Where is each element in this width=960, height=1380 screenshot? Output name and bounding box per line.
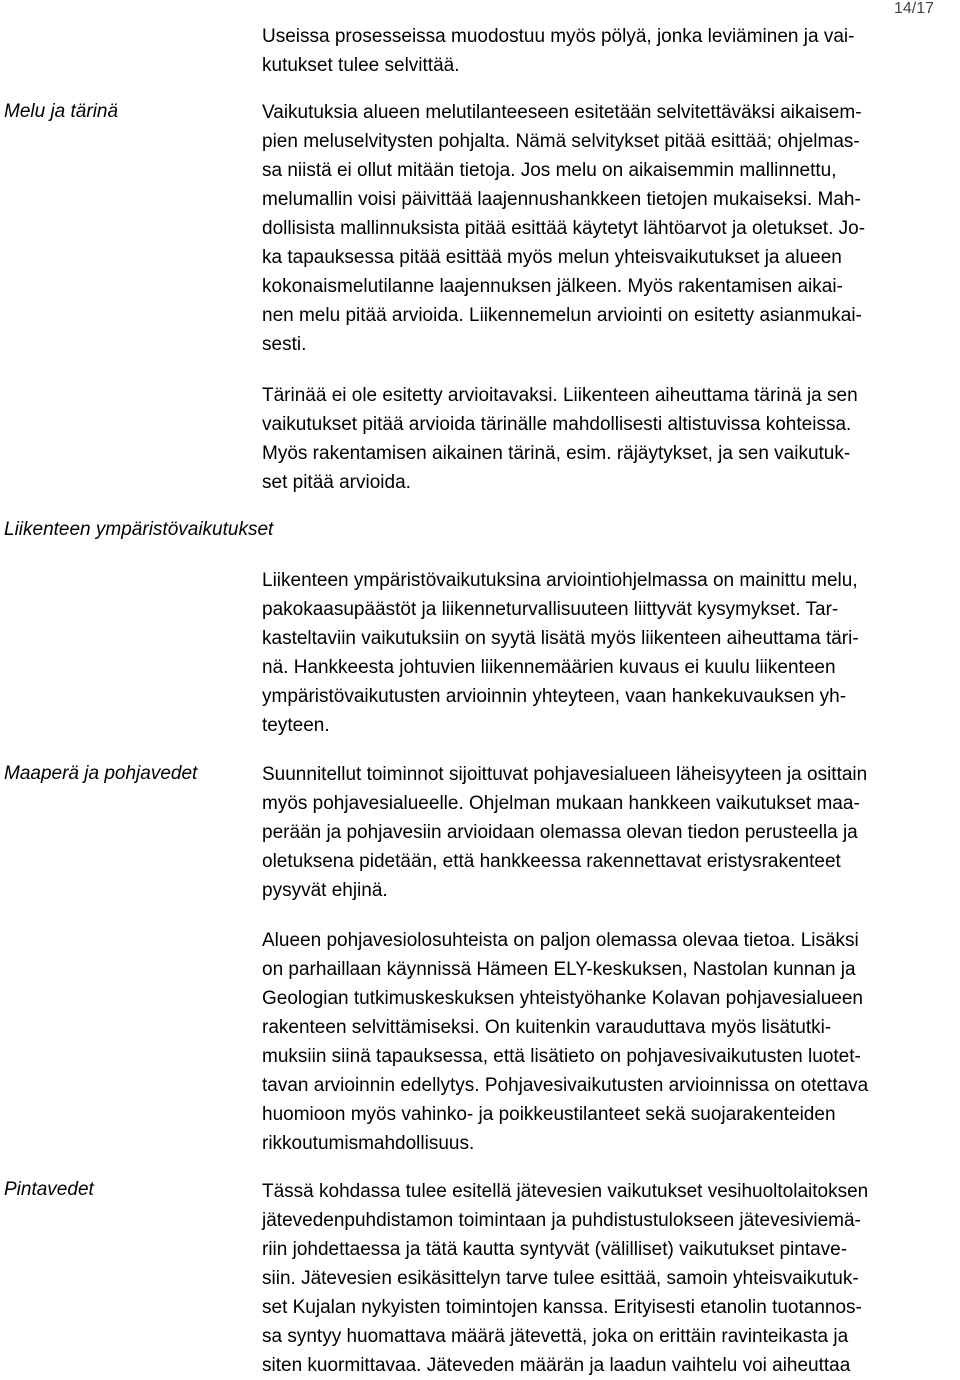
text-line: jätevedenpuhdistamon toimintaan ja puhdistustulokseen jätevesiviemä- xyxy=(262,1210,861,1231)
text-line: rakenteen selvittämiseksi. On kuitenkin varauduttava myös lisätutki- xyxy=(262,1017,832,1038)
heading-pintavedet: Pintavedet xyxy=(4,1179,94,1200)
paragraph-maapera xyxy=(262,760,960,905)
text-line: kasteltaviin vaikutuksiin on syytä lisätä myös liikenteen aiheuttama täri- xyxy=(262,628,859,649)
text-line: set pitää arvioida. xyxy=(262,472,411,493)
paragraph-pintavedet xyxy=(262,1177,960,1380)
text-line: siten kuormittavaa. Jäteveden määrän ja laadun vaihtelu voi aiheuttaa xyxy=(262,1355,851,1376)
paragraph-pohjavesi xyxy=(262,926,960,1158)
text-line: tavan arvioinnin edellytys. Pohjavesivaikutusten arvioinnissa on otettava xyxy=(262,1075,869,1096)
paragraph-melu xyxy=(262,98,960,359)
text-line: Vaikutuksia alueen melutilanteeseen esitetään selvitettäväksi aikaisem- xyxy=(262,102,862,123)
text-line: pakokaasupäästöt ja liikenneturvallisuuteen liittyvät kysymykset. Tar- xyxy=(262,599,839,620)
heading-liikenne: Liikenteen ympäristövaikutukset xyxy=(4,519,274,540)
text-line: Alueen pohjavesiolosuhteista on paljon olemassa olevaa tietoa. Lisäksi xyxy=(262,930,859,951)
text-line: nä. Hankkeesta johtuvien liikennemäärien kuvaus ei kuulu liikenteen xyxy=(262,657,836,678)
text-line: ka tapauksessa pitää esittää myös melun yhteisvaikutukset ja alueen xyxy=(262,247,842,268)
text-line: Suunnitellut toiminnot sijoittuvat pohjavesialueen läheisyyteen ja osittain xyxy=(262,764,868,785)
paragraph-tarina xyxy=(262,381,960,497)
text-line: Tärinää ei ole esitetty arvioitavaksi. Liikenteen aiheuttama tärinä ja sen xyxy=(262,385,858,406)
text-line: pien meluselvitysten pohjalta. Nämä selvitykset pitää esittää; ohjelmas- xyxy=(262,131,860,152)
text-line: ympäristövaikutusten arvioinnin yhteyteen, vaan hankekuvauksen yh- xyxy=(262,686,847,707)
text-line: Liikenteen ympäristövaikutuksina arviointiohjelmassa on mainittu melu, xyxy=(262,570,858,591)
text-line: on parhaillaan käynnissä Hämeen ELY-keskuksen, Nastolan kunnan ja xyxy=(262,959,856,980)
text-line: Geologian tutkimuskeskuksen yhteistyöhanke Kolavan pohjavesialueen xyxy=(262,988,863,1009)
text-line: Useissa prosesseissa muodostuu myös pölyä, jonka leviäminen ja vai- xyxy=(262,26,855,47)
heading-melu: Melu ja tärinä xyxy=(4,101,119,122)
text-line: riin johdettaessa ja tätä kautta syntyvät (välilliset) vaikutukset pintave- xyxy=(262,1239,848,1260)
text-line: teyteen. xyxy=(262,715,330,736)
text-line: muksiin siinä tapauksessa, että lisätieto on pohjavesivaikutusten luotet- xyxy=(262,1046,861,1067)
text-line: Myös rakentamisen aikainen tärinä, esim. räjäytykset, ja sen vaikutuk- xyxy=(262,443,851,464)
text-line: sa niistä ei ollut mitään tietoja. Jos melu on aikaisemmin mallinnettu, xyxy=(262,160,837,181)
text-line: kokonaismelutilanne laajennuksen jälkeen. Myös rakentamisen aikai- xyxy=(262,276,843,297)
text-line: huomioon myös vahinko- ja poikkeustilanteet sekä suojarakenteiden xyxy=(262,1104,836,1125)
text-line: vaikutukset pitää arvioida tärinälle mahdollisesti altistuvissa kohteissa. xyxy=(262,414,852,435)
page-number: 14/17 xyxy=(893,0,934,17)
text-line: rikkoutumismahdollisuus. xyxy=(262,1133,475,1154)
paragraph-poly xyxy=(262,22,960,80)
heading-maapera: Maaperä ja pohjavedet xyxy=(4,763,198,784)
text-line: dollisista mallinnuksista pitää esittää käytetyt lähtöarvot ja oletukset. Jo- xyxy=(262,218,866,239)
text-line: siin. Jätevesien esikäsittelyn tarve tulee esittää, samoin yhteisvaikutuk- xyxy=(262,1268,859,1289)
text-line: set Kujalan nykyisten toimintojen kanssa. Erityisesti etanolin tuotannos- xyxy=(262,1297,862,1318)
text-line: perään ja pohjavesiin arvioidaan olemassa olevan tiedon perusteella ja xyxy=(262,822,858,843)
text-line: sa syntyy huomattava määrä jätevettä, joka on erittäin ravinteikasta ja xyxy=(262,1326,849,1347)
paragraph-liikenne xyxy=(262,566,960,740)
text-line: myös pohjavesialueelle. Ohjelman mukaan hankkeen vaikutukset maa- xyxy=(262,793,860,814)
text-line: oletuksena pidetään, että hankkeessa rakennettavat eristysrakenteet xyxy=(262,851,841,872)
text-line: sesti. xyxy=(262,334,307,355)
text-line: kutukset tulee selvittää. xyxy=(262,55,460,76)
text-line: melumallin voisi päivittää laajennushankkeen tietojen mukaiseksi. Mah- xyxy=(262,189,861,210)
text-line: pysyvät ehjinä. xyxy=(262,880,388,901)
text-line: Tässä kohdassa tulee esitellä jätevesien vaikutukset vesihuoltolaitoksen xyxy=(262,1181,869,1202)
text-line: nen melu pitää arvioida. Liikennemelun arviointi on esitetty asianmukai- xyxy=(262,305,862,326)
